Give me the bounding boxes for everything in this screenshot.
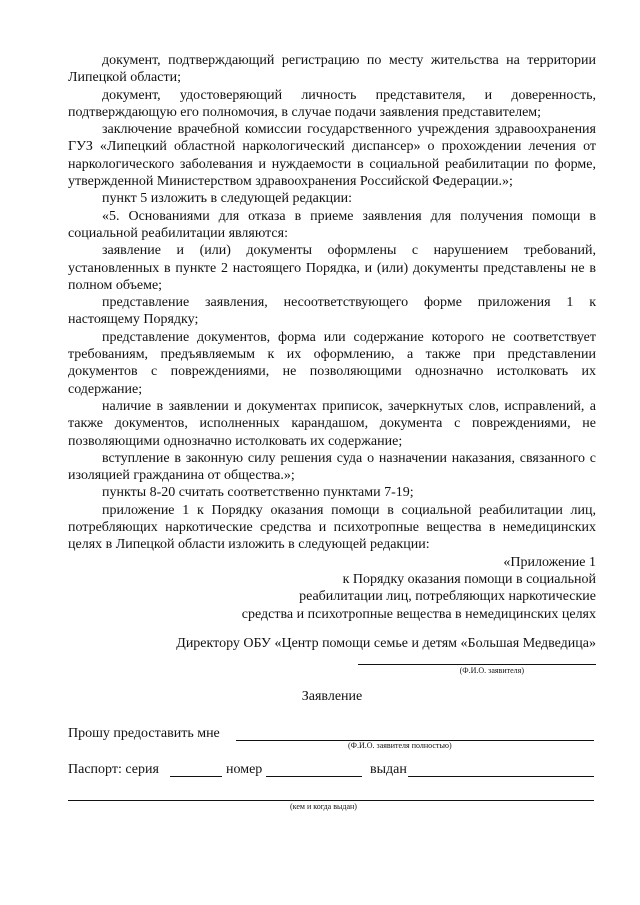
request-row [68,725,596,751]
paragraph-refusal-2: представление заявления, несоответствующего форме приложения 1 к настоящему Порядку; [68,295,596,328]
paragraph-representative-doc: документ, удостоверяющий личность представителя, и доверенность, подтверждающую его полномочия, в случае подачи заявления представителем; [68,87,596,120]
paragraph-appendix-intro: приложение 1 к Порядку оказания помощи в социальной реабилитации лиц, потребляющих наркотические средства и психотропные вещества в немедицинских целях в Липецкой области изложить в следующей редакции: [68,502,596,553]
paragraph-renumbering: пункты 8-20 считать соответственно пунктами 7-19; [102,485,414,501]
passport-row [68,761,596,781]
request-name-field[interactable] [236,725,594,741]
request-caption: (Ф.И.О. заявителя полностью) [348,741,452,751]
paragraph-refusal-1: заявление и (или) документы оформлены с нарушением требований, установленных в пункте 2 настоящего Порядка, и (или) документы представлены не в полном объеме; [68,243,596,293]
applicant-name-line [358,664,596,665]
paragraph-refusal-5: вступление в законную силу решения суда о назначении наказания, связанного с изоляцией гражданина от общества.»; [68,450,596,484]
appendix-line-3: реабилитации лиц, потребляющих наркотические [299,589,596,605]
passport-number-label: номер [226,762,263,778]
passport-issued-row [68,785,596,811]
director-address: Директору ОБУ «Центр помощи семье и детям «Большая Медведица» [176,635,596,651]
passport-issued-label: выдан [370,762,407,778]
appendix-line-1: «Приложение 1 [503,554,596,570]
passport-issued-field[interactable] [408,761,594,777]
applicant-name-caption: (Ф.И.О. заявителя) [459,666,524,676]
request-label: Прошу предоставить мне [68,726,220,742]
paragraph-point5: «5. Основаниями для отказа в приеме заявления для получения помощи в социальной реабилитации являются: [68,208,596,241]
paragraph-medical-conclusion: заключение врачебной комиссии государственного учреждения здравоохранения ГУЗ «Липецкий областной наркологический диспансер» о прохождении лечения от наркологического заболевания и нуждаемости в социальной реабилитации по форме, утвержденной Министерством здравоохранения Российской Федерации.»; [68,122,596,190]
passport-issued-continuation-field[interactable] [68,785,594,801]
paragraph-refusal-4: наличие в заявлении и документах приписок, зачеркнутых слов, исправлений, а также документов, исполненных карандашом, документа с повреждениями, не позволяющими однозначно истолковать их содержание; [68,398,596,449]
passport-series-label: Паспорт: серия [68,762,159,778]
appendix-header [68,554,596,623]
paragraph-point5-intro: пункт 5 изложить в следующей редакции: [102,191,352,207]
passport-number-field[interactable] [266,761,362,777]
form-title: Заявление [301,689,363,705]
applicant-name-field[interactable] [68,654,596,678]
appendix-line-4: средства и психотропные вещества в немедицинских целях [241,606,596,622]
appendix-line-2: к Порядку оказания помощи в социальной [342,571,596,587]
passport-issued-caption: (кем и когда выдан) [290,802,357,812]
paragraph-residence-doc: документ, подтверждающий регистрацию по месту жительства на территории Липецкой области; [68,53,596,86]
passport-series-field[interactable] [170,761,222,777]
document-page [68,52,596,811]
paragraph-refusal-3: представление документов, форма или содержание которого не соответствует требованиям, предъявляемым к их оформлению, а также при представлении документов с повреждениями, не позволяющими однозначно истолковать их содержание; [68,329,596,397]
